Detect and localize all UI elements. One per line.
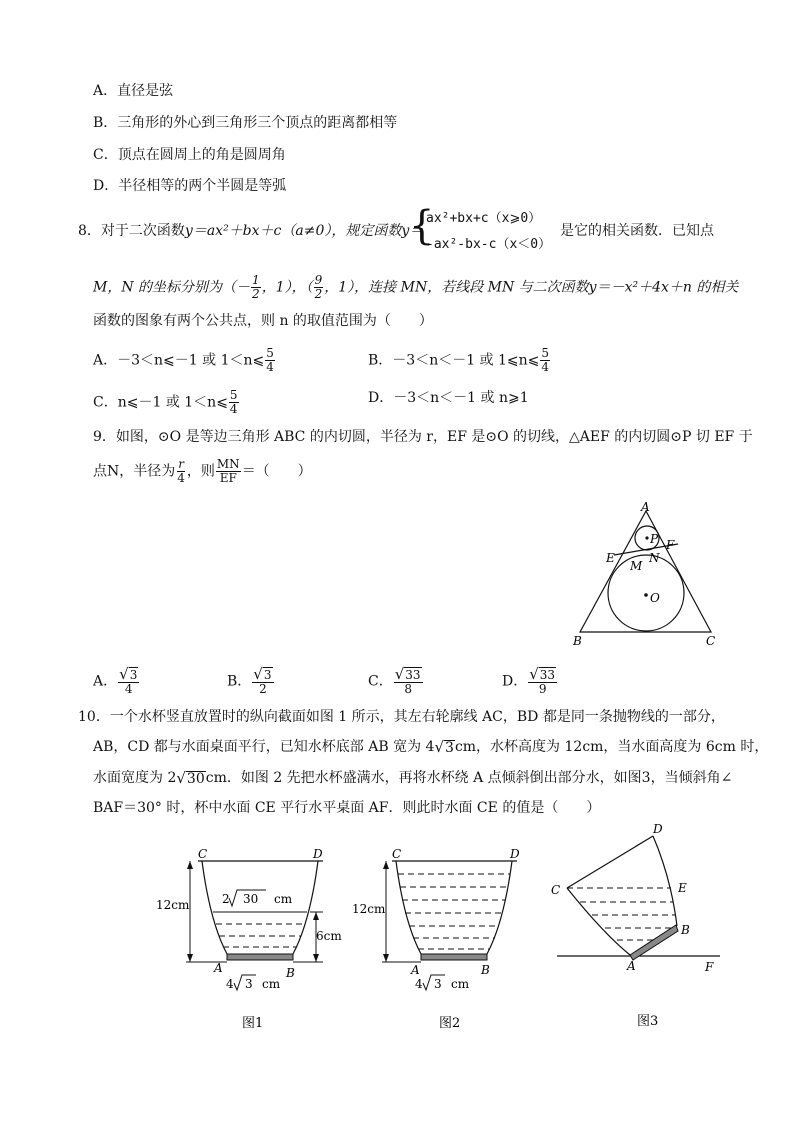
q7-option-a: A．直径是弦 xyxy=(93,83,174,99)
q8-line3: 函数的图象有两个公共点，则 n 的取值范围为（ ） xyxy=(93,313,433,329)
label-b: B xyxy=(573,634,582,648)
svg-text:B: B xyxy=(481,963,490,977)
label-12cm: 12cm xyxy=(156,898,190,912)
q7-option-b: B．三角形的外心到三角形三个顶点的距离都相等 xyxy=(93,115,398,131)
q10-figure-1 xyxy=(150,842,370,1042)
q8-case-2: -ax²-bx-c（x＜0） xyxy=(426,237,552,252)
svg-text:C: C xyxy=(392,847,402,861)
q9-line1: 9．如图，⊙O 是等边三角形 ABC 的内切圆，半径为 r，EF 是⊙O 的切线，△AEF 的内切圆⊙P 切 EF 于 xyxy=(93,429,753,445)
svg-text:A: A xyxy=(627,959,636,973)
svg-text:B: B xyxy=(681,923,690,937)
q10-line4: BAF＝30° 时，杯中水面 CE 平行水平桌面 AF．则此时水面 CE 的值是（ ） xyxy=(93,800,601,816)
label-water-width: 30 xyxy=(243,892,259,906)
label-o: O xyxy=(650,591,660,605)
svg-text:C: C xyxy=(198,847,208,861)
svg-text:D: D xyxy=(653,822,663,836)
svg-text:F: F xyxy=(705,960,714,974)
q7-option-c: C．顶点在圆周上的角是圆周角 xyxy=(93,147,286,163)
point-p xyxy=(645,536,648,539)
q8-line1-end: 是它的相关函数．已知点 xyxy=(560,223,714,239)
q8-line2: M，N 的坐标分别为（－ $\frac{1}{2}$ ，1），（ $\frac{9}{2}$ ，1），连接 MN，若线段 MN 与二次函数y＝－x²＋4x＋n 的相关 xyxy=(93,273,739,301)
q9-line2: 点N，半径为 $\frac{r}{4}$ ，则 $\frac{MN}{EF}$ ＝（ ） xyxy=(93,457,312,485)
svg-text:2: 2 xyxy=(222,892,230,906)
svg-text:E: E xyxy=(678,881,687,895)
cup-right-contour xyxy=(293,861,318,954)
q9-option-b: B． √ 3 2 xyxy=(227,665,272,696)
svg-text:A: A xyxy=(214,961,223,975)
svg-text:A: A xyxy=(411,963,420,977)
svg-text:cm: cm xyxy=(262,977,281,991)
svg-text:4: 4 xyxy=(415,977,423,991)
cup-left-contour xyxy=(202,861,227,954)
point-o xyxy=(644,593,648,597)
label-e: E xyxy=(606,551,615,565)
triangle-abc xyxy=(580,511,711,632)
q8-line1-start: 8．对于二次函数y＝ax²＋bx＋c（a≠0），规定函数y＝ xyxy=(78,223,424,239)
caption-fig2: 图2 xyxy=(439,1016,461,1031)
label-m: M xyxy=(630,559,643,573)
cup-rim-tilted xyxy=(567,836,653,888)
label-f: F xyxy=(666,538,675,552)
q9-option-a: A． √ 3 4 xyxy=(93,665,138,696)
q9-option-d: D． √ 33 9 xyxy=(502,665,556,696)
q10-figure-3 xyxy=(545,818,735,1038)
q10-line3: 水面宽度为 2 √ 30 cm．如图 2 先把水杯盛满水，再将水杯绕 A 点倾斜倒出部分水，如图3，当倾斜角∠ xyxy=(93,768,733,787)
label-c: C xyxy=(706,634,716,648)
q8-case-1: ax²+bx+c（x⩾0） xyxy=(426,211,542,226)
caption-fig3: 图3 xyxy=(637,1014,659,1029)
q8-option-d: D．－3＜n＜－1 或 n⩾1 xyxy=(368,390,529,406)
q8-option-b: B．－3＜n＜－1 或 1⩽n⩽ $\frac{5}{4}$ xyxy=(368,346,550,374)
circle-o xyxy=(608,555,684,631)
q9-figure-incircle xyxy=(560,495,740,655)
q10-figure-2 xyxy=(345,842,535,1042)
q8-option-a: A．－3＜n⩽－1 或 1＜n⩽ $\frac{5}{4}$ xyxy=(93,346,274,374)
svg-text:C: C xyxy=(551,883,561,897)
svg-text:D: D xyxy=(313,847,323,861)
label-base-width: 3 xyxy=(245,977,253,991)
caption-fig1: 图1 xyxy=(242,1016,264,1031)
svg-text:cm: cm xyxy=(274,892,293,906)
cup-base xyxy=(227,954,293,960)
q10-line2: AB，CD 都与水面桌面平行，已知水杯底部 AB 宽为 4 √ 3 cm，水杯高度为 12cm，当水面高度为 6cm 时， xyxy=(93,737,769,756)
q8-option-c: C．n⩽－1 或 1＜n⩽ $\frac{5}{4}$ xyxy=(93,388,238,416)
svg-text:B: B xyxy=(286,966,295,980)
svg-text:cm: cm xyxy=(451,977,470,991)
label-p: P xyxy=(650,532,659,546)
q10-line1: 10．一个水杯竖直放置时的纵向截面如图 1 所示，其左右轮廓线 AC，BD 都是同一条抛物线的一部分， xyxy=(78,709,725,725)
svg-text:D: D xyxy=(510,847,520,861)
svg-text:3: 3 xyxy=(434,977,442,991)
svg-text:4: 4 xyxy=(226,977,234,991)
q9-option-c: C． √ 33 8 xyxy=(368,665,421,696)
label-12cm-fig2: 12cm xyxy=(352,902,386,916)
q8-frac-half: $\frac{1}{2}$ xyxy=(252,273,260,301)
tilted-base xyxy=(630,925,678,960)
q8-piecewise-brace: { xyxy=(409,203,435,249)
q8-frac-nine-half: $\frac{9}{2}$ xyxy=(314,273,323,301)
label-n: N xyxy=(649,551,660,565)
q7-option-d: D．半径相等的两个半圆是等弧 xyxy=(93,178,287,194)
label-6cm: 6cm xyxy=(316,929,342,943)
label-a: A xyxy=(641,500,650,514)
